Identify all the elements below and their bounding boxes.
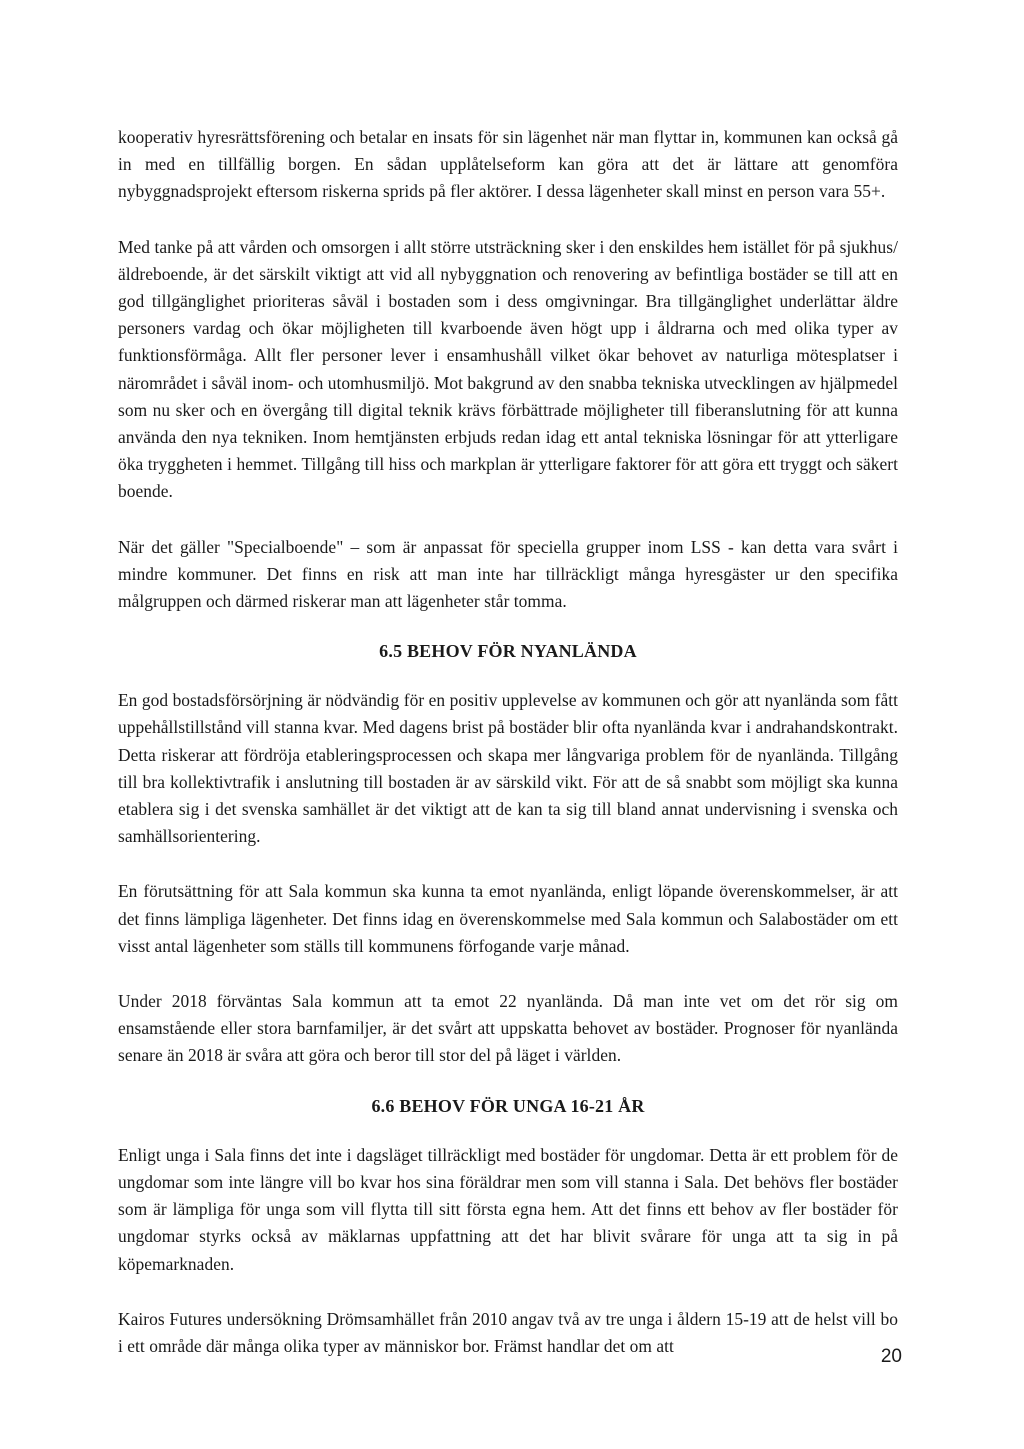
page-number: 20	[880, 1346, 902, 1367]
paragraph-newcomers-housing: En god bostadsförsörjning är nödvändig för en positiv upplevelse av kommunen och gör att nyanlända som fått uppehållstillstånd vill stanna kvar. Med dagens brist på bostäder blir ofta nyanlända kvar i andrahandskontrakt. Detta riskerar att fördröja etableringsprocessen och skapa mer långvariga problem för de nyanlända. Tillgång till bra kollektivtrafik i anslutning till bostaden är av särskild vikt. För att de så snabbt som möjligt ska kunna etablera sig i det svenska samhället är det viktigt att de kan ta sig till bland annat undervisning i svenska och samhällsorientering.	[118, 690, 898, 847]
paragraph-accessibility: Med tanke på att vården och omsorgen i allt större utsträckning sker i den enskildes hem istället för på sjukhus/äldreboende, är det särskilt viktigt att vid all nybyggnation och renovering av befintliga bostäder se till att en god tillgänglighet prioriteras såväl i bostaden som i dess omgivningar. Bra tillgänglighet underlättar äldre personers vardag och ökar möjligheten till kvarboende även högt upp i åldrarna och med olika typer av funktionsförmåga. Allt fler personer lever i ensamhushåll vilket ökar behovet av naturliga mötesplatser i närområdet i såväl inom- och utomhusmiljö. Mot bakgrund av den snabba tekniska utvecklingen av hjälpmedel som nu sker och en övergång till digital teknik krävs förbättrade möjligheter till fiberanslutning för att kunna använda den nya tekniken. Inom hemtjänsten erbjuds redan idag ett antal tekniska lösningar för att ytterligare öka tryggheten i hemmet. Tillgång till hiss och markplan är ytterligare faktorer för att göra ett tryggt och säkert boende.	[118, 236, 898, 502]
paragraph-newcomers-agreement: En förutsättning för att Sala kommun ska kunna ta emot nyanlända, enligt löpande överenskommelser, är att det finns lämpliga lägenheter. Det finns idag en överenskommelse med Sala kommun och Salabostäder om ett visst antal lägenheter som ställs till kommunens förfogande varje månad.	[118, 881, 898, 956]
section-heading-newcomers: 6.5 BEHOV FÖR NYANLÄNDA	[379, 641, 637, 662]
paragraph-youth-housing: Enligt unga i Sala finns det inte i dagsläget tillräckligt med bostäder för ungdomar. Detta är ett problem för de ungdomar som inte längre vill bo kvar hos sina föräldrar men som vill stanna i Sala. Det behövs fler bostäder som är lämpliga för unga som vill flytta till sitt första egna hem. Att det finns ett behov av fler bostäder för ungdomar styrks också av mäklarnas uppfattning att det har blivit svårare för unga att ta sig in på köpemarknaden.	[118, 1144, 898, 1274]
paragraph-special-housing: När det gäller "Specialboende" – som är anpassat för speciella grupper inom LSS - kan detta vara svårt i mindre kommuner. Det finns en risk att man inte har tillräckligt många hyresgäster ur den specifika målgruppen och därmed riskerar man att lägenheter står tomma.	[118, 536, 898, 612]
page-content	[118, 124, 898, 1360]
paragraph-cooperative-housing: kooperativ hyresrättsförening och betalar en insats för sin lägenhet när man flyttar in, kommunen kan också gå in med en tillfällig borgen. En sådan upplåtelseform kan göra att det är lättare att genomföra nybyggnadsprojekt eftersom riskerna sprids på fler aktörer. I dessa lägenheter skall minst en person vara 55+.	[118, 127, 898, 202]
section-heading-youth: 6.6 BEHOV FÖR UNGA 16-21 ÅR	[371, 1095, 645, 1116]
paragraph-kairos-survey: Kairos Futures undersökning Drömsamhället från 2010 angav två av tre unga i åldern 15-19 att de helst vill bo i ett område där många olika typer av människor bor. Främst handlar det om att	[118, 1308, 898, 1356]
paragraph-newcomers-forecast: Under 2018 förväntas Sala kommun att ta emot 22 nyanlända. Då man inte vet om det rör sig om ensamstående eller stora barnfamiljer, är det svårt att uppskatta behovet av bostäder. Prognoser för nyanlända senare än 2018 är svåra att göra och beror till stor del på läget i världen.	[118, 991, 898, 1066]
